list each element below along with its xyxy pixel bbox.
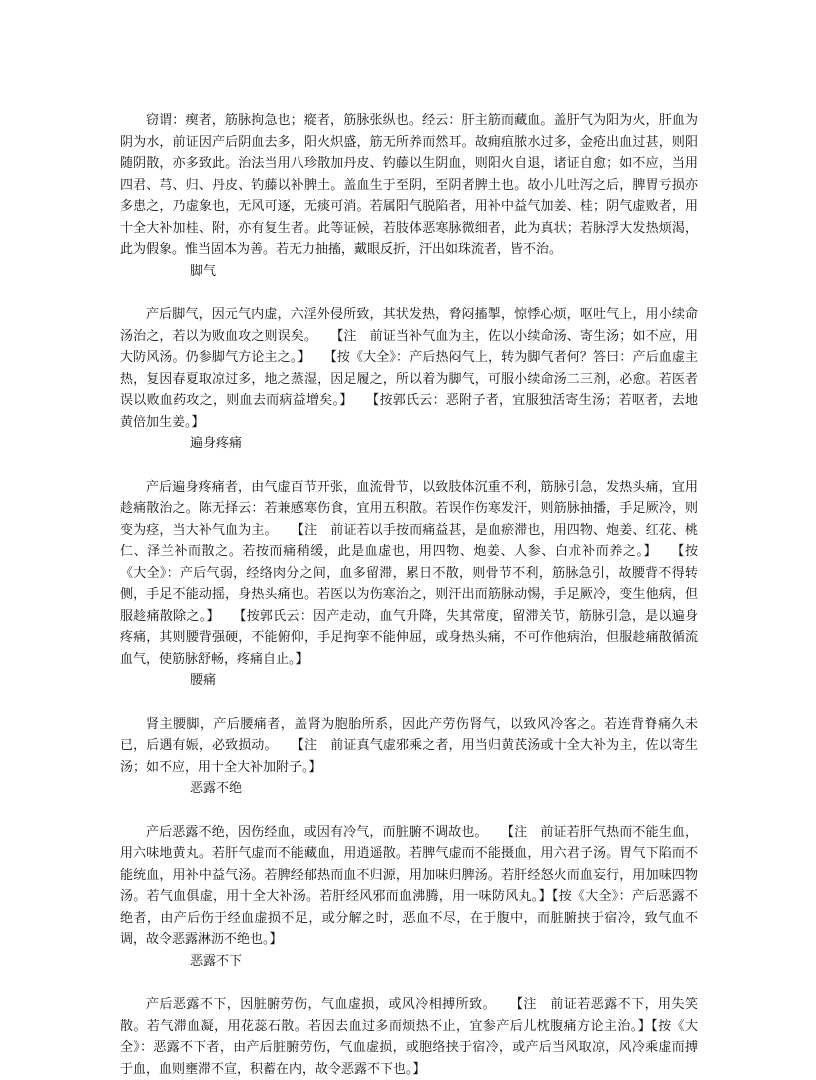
- paragraph-jiaoqi: 产后脚气，因元气内虚，六淫外侵所致，其状发热，脅闷搐掣，惊悸心烦，呕吐气上，用小续命汤治之，若以为败血攻之则误矣。 【注 前证当补气血为主，佐以小续命汤、寄生汤；如不应，用大防风汤。仍参脚气方论主之。】 【按《大全》：产后热闷气上，转为脚气者何？答曰：产后血虚主热，复因春夏取凉过多，地之蒸湿，因足履之，所以着为脚气，可服小续命汤二三剂，必愈。若医者误以败血药攻之，则血去而病益增矣。】 【按郭氏云：恶附子者，宜服独活寄生汤；若呕者，去地黄倍加生姜。】: [120, 307, 698, 430]
- paragraph-bianshen-tengtong: 产后遍身疼痛者，由气虚百节开张，血流骨节，以致肢体沉重不利，筋脉引急，发热头痛，宜用趁痛散治之。陈无择云：若兼感寒伤食，宜用五积散。若误作伤寒发汗，则筋脉抽播，手足厥冷，则变为痉，当大补气血为主。 【注 前证若以手按而痛益甚，是血瘀滞也，用四物、炮姜、红花、桃仁、泽兰补而散之。若按而痛稍缓，此是血虚也，用四物、炮姜、人参、白朮补而养之。】 【按《大全》：产后气弱，经络肉分之间，血多留滞，累日不散，则骨节不利，筋脉急引，故腰背不得转侧，手足不能动摇，身热头痛也。若医以为伤寒治之，则汗出而筋脉动惕，手足厥冷，变生他病，但服趁痛散除之。】 【按郭氏云：因产走动，血气升降，失其常度，留滞关节，筋脉引急，是以遍身疼痛，其则腰背强硬，不能俯仰，手足拘挛不能伸屈，或身热头痛，不可作他病治，但服趁痛散循流血气，使筋脉舒畅，疼痛自止。】: [120, 479, 698, 667]
- section-heading-jiaoqi: 脚气: [190, 263, 217, 279]
- paragraph-intro: 窃谓：瘈者，筋脉拘急也；瘲者，筋脉张纵也。经云：肝主筋而藏血。盖肝气为阳为火，肝血为阴为水，前证因产后阴血去多，阳火炽盛，筋无所养而然耳。故痈疽脓水过多，金疮出血过甚，则阳随阴散，亦多致此。治法当用八珍散加丹皮、钓藤以生阴血，则阳火自退，诸证自愈；如不应，当用四君、芎、归、丹皮、钓藤以补脾土。盖血生于至阴，至阴者脾土也。故小儿吐泻之后，脾胃亏损亦多患之，乃虚象也，无风可逐，无痰可消。若属阳气脱陷者，用补中益气加姜、桂；阴气虚败者，用十全大补加桂、附，亦有复生者。此等证候，若肢体恶寒脉微细者，此为真状；若脉浮大发热烦渴，此为假象。惟当固本为善。若无力抽搐，戴眼反折，汗出如珠流者，皆不治。: [120, 113, 698, 257]
- section-heading-elu-bujue: 恶露不绝: [190, 781, 243, 796]
- section-heading-elu-buxia: 恶露不下: [190, 953, 243, 969]
- paragraph-elu-bujue: 产后恶露不绝，因伤经血，或因有冷气，而脏腑不调故也。 【注 前证若肝气热而不能生血，用六味地黄丸。若肝气虚而不能藏血，用逍遥散。若脾气虚而不能摄血，用六君子汤。胃气下陷而不能统血，用补中益气汤。若脾经郁热而血不归源，用加味归脾汤。若肝经怒火而血妄行，用加味四物汤。若气血俱虚，用十全大补汤。若肝经风邪而血沸腾，用一味防风丸。】【按《大全》：产后恶露不绝者，由产后伤于经血虚损不足，或分解之时，恶血不尽，在于腹中，而脏腑挟于宿冷，致气血不调，故令恶露淋沥不绝也。】: [120, 824, 698, 947]
- section-heading-yaotong: 腰痛: [190, 673, 217, 688]
- document-page: [120, 110, 698, 1080]
- section-heading-bianshen-tengtong: 遍身疼痛: [190, 436, 243, 451]
- paragraph-elu-buxia: 产后恶露不下，因脏腑劳伤，气血虚损，或风冷相搏所致。 【注 前证若恶露不下，用失笑散。若气滞血凝，用花蕊石散。若因去血过多而烦热不止，宜参产后儿枕腹痛方论主治。】【按《大全》：恶露不下者，由产后脏腑劳伤，气血虚损，或胞络挟于宿冷，或产后当风取凉，风冷乘虚而搏于血，血则壅滞不宣，积蓄在内，故令恶露不下也。】: [120, 997, 698, 1077]
- paragraph-yaotong: 肾主腰脚，产后腰痛者，盖肾为胞胎所系，因此产劳伤肾气，以致风冷客之。若连背脊痛久未已，后遇有娠，必致损动。 【注 前证真气虚邪乘之者，用当归黄芪汤或十全大补为主，佐以寄生汤；如不应，用十全大补加附子。】: [120, 716, 698, 775]
